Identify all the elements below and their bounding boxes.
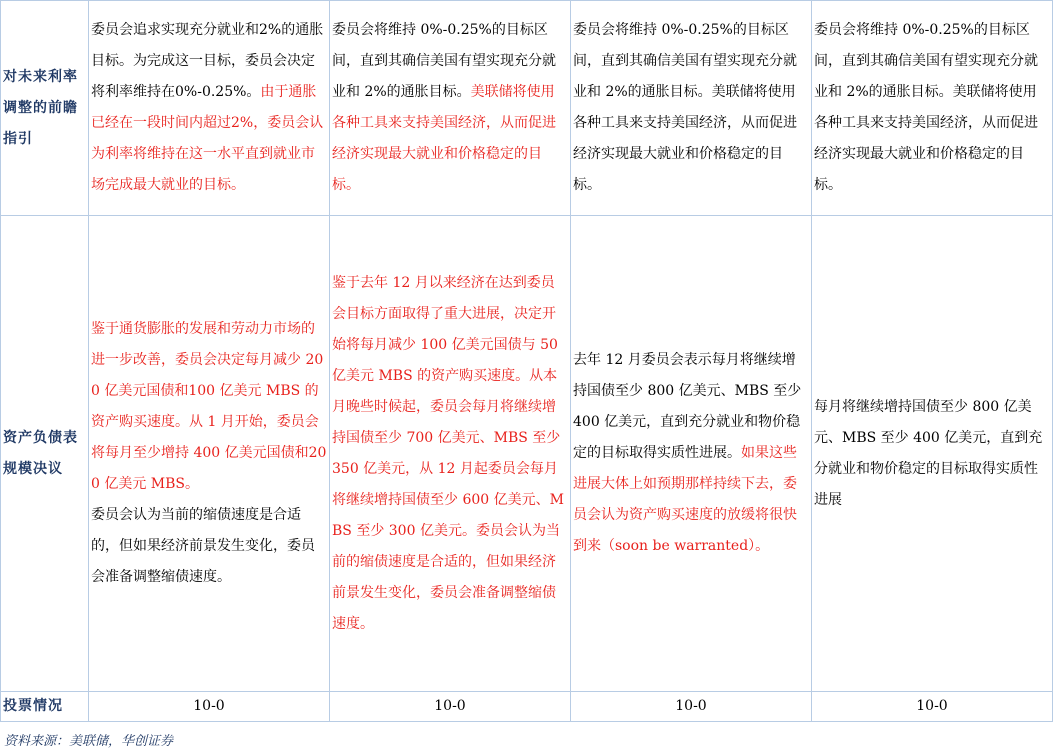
guidance-cell-2-highlight: 美联储将使用各种工具来支持美国经济，从而促进经济实现最大就业和价格稳定的目标。: [332, 84, 556, 193]
balance-cell-4: [812, 216, 1053, 692]
vote-cell-3: 10-0: [571, 692, 812, 722]
balance-cell-1-highlight: 鉴于通货膨胀的发展和劳动力市场的进一步改善，委员会决定每月减少 200 亿美元国债和100 亿美元 MBS 的资产购买速度。从 1 月开始，委员会将每月至少增持 400 亿美元国债和200 亿美元 MBS。: [91, 321, 327, 492]
table-row-vote: [1, 692, 1053, 722]
guidance-cell-3: [571, 1, 812, 216]
guidance-cell-4-text: 委员会将维持 0%-0.25%的目标区间，直到其确信美国有望实现充分就业和 2%的通胀目标。美联储将使用各种工具来支持美国经济，从而促进经济实现最大就业和价格稳定的目标。: [814, 22, 1038, 193]
vote-cell-4: 10-0: [812, 692, 1053, 722]
vote-cell-2: 10-0: [330, 692, 571, 722]
balance-cell-3-highlight: 如果这些进展大体上如预期那样持续下去，委员会认为资产购买速度的放缓将很快到来（soon be warranted）。: [573, 445, 797, 554]
table-row-forward-guidance: [1, 1, 1053, 216]
balance-cell-1: [89, 216, 330, 692]
guidance-cell-1-highlight: 由于通胀已经在一段时间内超过2%，委员会认为利率将维持在这一水平直到就业市场完成最大就业的目标。: [91, 84, 324, 193]
balance-cell-2: [330, 216, 571, 692]
balance-cell-1-text: 委员会认为当前的缩债速度是合适的，但如果经济前景发生变化，委员会准备调整缩债速度。: [91, 507, 315, 585]
row-label-balance-sheet: 资产负债表规模决议: [1, 216, 89, 692]
guidance-cell-1-text: 委员会追求实现充分就业和2%的通胀目标。为完成这一目标，委员会决定将利率维持在0%-0.25%。: [91, 22, 324, 100]
guidance-cell-2: [330, 1, 571, 216]
row-label-forward-guidance: 对未来利率调整的前瞻指引: [1, 1, 89, 216]
balance-cell-4-text: 每月将继续增持国债至少 800 亿美元、MBS 至少 400 亿美元，直到充分就业和物价稳定的目标取得实质性进展: [814, 398, 1043, 508]
balance-cell-3: [571, 216, 812, 692]
balance-cell-2-highlight: 鉴于去年 12 月以来经济在达到委员会目标方面取得了重大进展，决定开始将每月减少 100 亿美元国债与 50 亿美元 MBS 的资产购买速度。从本月晚些时候起，委员会每月将继续增持国债至少 700 亿美元、MBS 至少 350 亿美元，从 12 月起委员会每月将继续增持国债至少 600 亿美元、MBS 至少 300 亿美元。委员会认为当前的缩债速度是合适的，但如果经济前景发生变化，委员会准备调整缩债速度。: [332, 274, 564, 632]
balance-cell-3-text: 去年 12 月委员会表示每月将继续增持国债至少 800 亿美元、MBS 至少 400 亿美元，直到充分就业和物价稳定的目标取得实质性进展。: [573, 352, 802, 461]
guidance-cell-1: [89, 1, 330, 216]
source-note: 资料来源：美联储，华创证券: [4, 734, 174, 749]
table-row-balance-sheet: [1, 216, 1053, 692]
guidance-cell-3-text: 委员会将维持 0%-0.25%的目标区间，直到其确信美国有望实现充分就业和 2%的通胀目标。美联储将使用各种工具来支持美国经济，从而促进经济实现最大就业和价格稳定的目标。: [573, 22, 797, 193]
vote-cell-1: 10-0: [89, 692, 330, 722]
guidance-cell-2-text: 委员会将维持 0%-0.25%的目标区间，直到其确信美国有望实现充分就业和 2%的通胀目标。: [332, 22, 556, 100]
guidance-cell-4: [812, 1, 1053, 216]
row-label-vote: 投票情况: [1, 692, 89, 722]
